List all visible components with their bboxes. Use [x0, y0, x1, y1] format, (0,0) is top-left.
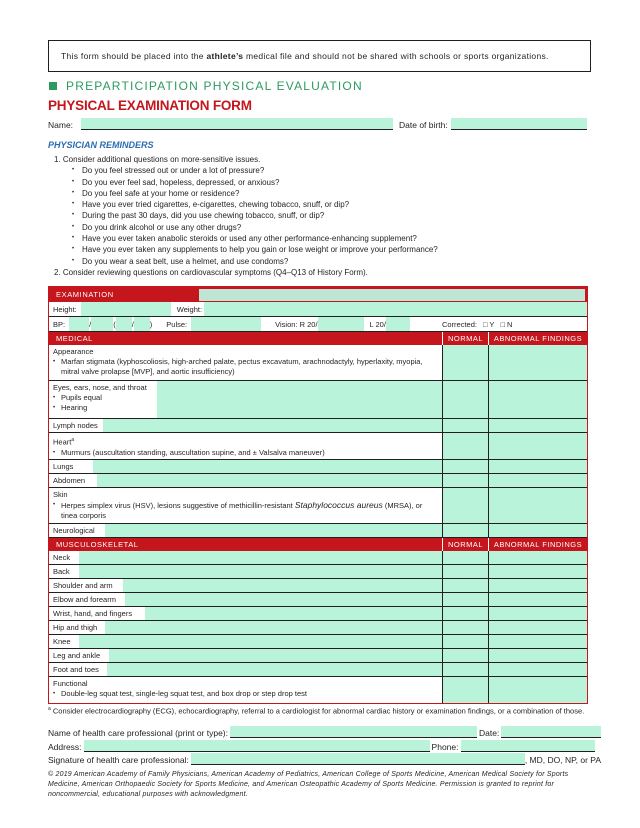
date-field[interactable]: [501, 726, 601, 738]
footnote: $^a$ Consider electrocardiography (ECG), echocardiography, referral to a cardiologist for abnormal cardiac history or examination findings, or a combination of those.: [48, 706, 585, 716]
section-label: PREPARTICIPATION PHYSICAL EVALUATION: [49, 79, 363, 93]
normal-cell[interactable]: [442, 649, 488, 662]
normal-cell[interactable]: [442, 419, 488, 432]
normal-cell[interactable]: [442, 607, 488, 620]
table-row: Wrist, hand, and fingers: [49, 607, 587, 621]
table-row: Eyes, ears, nose, and throat • Pupils equal • Hearing: [49, 381, 587, 419]
address-row: Address: Phone:: [48, 740, 595, 752]
bp-diastolic-field[interactable]: [91, 317, 113, 331]
reminder-2: 2. Consider reviewing questions on cardiovascular symptoms (Q4–Q13 of History Form).: [54, 267, 368, 277]
name-row: Name:: [48, 118, 393, 130]
abnormal-cell[interactable]: [488, 433, 587, 459]
abnormal-cell[interactable]: [488, 579, 587, 592]
dob-field[interactable]: [451, 118, 587, 130]
vitals-row: BP: / ( / ) Pulse: Vision: R 20/ L 20/ Corrected: □ Y □ N: [49, 317, 587, 332]
abnormal-cell[interactable]: [488, 488, 587, 523]
table-row: Elbow and forearm: [49, 593, 587, 607]
list-item: • Do you feel stressed out or under a lot of pressure?: [54, 165, 438, 176]
table-row: Foot and toes: [49, 663, 587, 677]
abnormal-cell[interactable]: [488, 419, 587, 432]
normal-cell[interactable]: [442, 635, 488, 648]
list-item: • During the past 30 days, did you use chewing tobacco, snuff, or dip?: [54, 210, 438, 221]
abnormal-cell[interactable]: [488, 551, 587, 564]
vision-right-field[interactable]: [318, 317, 364, 331]
dob-row: Date of birth:: [399, 118, 587, 130]
bp-repeat-systolic-field[interactable]: [116, 317, 132, 331]
musculoskeletal-header: MUSCULOSKELETAL NORMAL ABNORMAL FINDINGS: [49, 538, 587, 551]
height-weight-row: Height: Weight:: [49, 302, 587, 317]
table-row: Neurological: [49, 524, 587, 538]
normal-cell[interactable]: [442, 579, 488, 592]
list-item: • Do you feel safe at your home or residence?: [54, 188, 438, 199]
reminder-1: 1. Consider additional questions on more-sensitive issues.: [54, 155, 261, 164]
normal-cell[interactable]: [442, 677, 488, 703]
abnormal-cell[interactable]: [488, 474, 587, 487]
abnormal-cell[interactable]: [488, 621, 587, 634]
normal-cell[interactable]: [442, 593, 488, 606]
abnormal-cell[interactable]: [488, 460, 587, 473]
name-field[interactable]: [81, 118, 393, 130]
table-row: Appearance • Marfan stigmata (kyphoscoliosis, high-arched palate, pectus excavatum, arachnodactyly, hyperlaxity, myopia, mitral valve prolapse [MVP], and aortic insufficiency): [49, 345, 587, 381]
reminders-title: PHYSICIAN REMINDERS: [48, 140, 154, 150]
table-row: Lungs: [49, 460, 587, 474]
abnormal-cell[interactable]: [488, 677, 587, 703]
list-item: • Do you drink alcohol or use any other drugs?: [54, 222, 438, 233]
medical-header: MEDICAL NORMAL ABNORMAL FINDINGS: [49, 332, 587, 345]
abnormal-cell[interactable]: [488, 663, 587, 676]
signature-field[interactable]: [191, 753, 525, 765]
table-row: Hip and thigh: [49, 621, 587, 635]
table-row: Knee: [49, 635, 587, 649]
square-icon: [49, 82, 57, 90]
table-row: Shoulder and arm: [49, 579, 587, 593]
bp-systolic-field[interactable]: [69, 317, 89, 331]
height-field[interactable]: [81, 302, 171, 316]
table-row: Neck: [49, 551, 587, 565]
list-item: • Do you ever feel sad, hopeless, depressed, or anxious?: [54, 177, 438, 188]
hcp-name-row: Name of health care professional (print or type): Date:: [48, 726, 601, 738]
table-row: Lymph nodes: [49, 419, 587, 433]
signature-row: Signature of health care professional: , MD, DO, NP, or PA: [48, 755, 602, 765]
notice-text: This form should be placed into the athlete’s medical file and should not be shared with schools or sports organizations.: [61, 51, 549, 61]
address-field[interactable]: [84, 740, 430, 752]
table-row: Back: [49, 565, 587, 579]
abnormal-cell[interactable]: [488, 524, 587, 537]
normal-cell[interactable]: [442, 565, 488, 578]
hcp-name-field[interactable]: [230, 726, 477, 738]
table-row: Leg and ankle: [49, 649, 587, 663]
normal-cell[interactable]: [442, 474, 488, 487]
table-row: Functional • Double-leg squat test, single-leg squat test, and box drop or step drop test: [49, 677, 587, 703]
abnormal-cell[interactable]: [488, 635, 587, 648]
weight-field[interactable]: [204, 302, 587, 316]
normal-cell[interactable]: [442, 663, 488, 676]
corrected-yes-checkbox[interactable]: □ Y: [482, 319, 495, 329]
abnormal-cell[interactable]: [488, 381, 587, 418]
vision-left-field[interactable]: [386, 317, 410, 331]
bp-repeat-diastolic-field[interactable]: [134, 317, 150, 331]
abnormal-cell[interactable]: [488, 649, 587, 662]
phone-field[interactable]: [461, 740, 595, 752]
table-row: Heart$^a$ • Murmurs (auscultation standing, auscultation supine, and ± Valsalva maneuver): [49, 433, 587, 460]
copyright: © 2019 American Academy of Family Physicians, American Academy of Pediatrics, American College of Sports Medicine, American Medical Society for Sports Medicine, American Orthopaedic Society for Sports Medicine, and American Osteopathic Academy of Sports Medicine. Permission is granted to reprint for noncommercial, educational purposes with acknowledgment.: [48, 771, 569, 798]
page-title: PHYSICAL EXAMINATION FORM: [48, 98, 252, 113]
list-item: • Do you wear a seat belt, use a helmet, and use condoms?: [54, 256, 438, 267]
abnormal-cell[interactable]: [488, 593, 587, 606]
abnormal-cell[interactable]: [488, 607, 587, 620]
normal-cell[interactable]: [442, 524, 488, 537]
normal-cell[interactable]: [442, 345, 488, 380]
table-row: Skin • Herpes simplex virus (HSV), lesions suggestive of methicillin-resistant Staphylococcus aureus (MRSA), or tinea corporis: [49, 488, 587, 524]
pulse-field[interactable]: [191, 317, 261, 331]
normal-cell[interactable]: [442, 460, 488, 473]
table-row: Abdomen: [49, 474, 587, 488]
normal-cell[interactable]: [442, 551, 488, 564]
reminders-list: [54, 154, 438, 278]
abnormal-cell[interactable]: [488, 345, 587, 380]
normal-cell[interactable]: [442, 433, 488, 459]
normal-cell[interactable]: [442, 381, 488, 418]
examination-header: EXAMINATION: [49, 287, 587, 302]
list-item: • Have you ever tried cigarettes, e-cigarettes, chewing tobacco, snuff, or dip?: [54, 199, 438, 210]
normal-cell[interactable]: [442, 488, 488, 523]
abnormal-cell[interactable]: [488, 565, 587, 578]
examination-table: [48, 286, 588, 704]
list-item: • Have you ever taken any supplements to help you gain or lose weight or improve your performance?: [54, 244, 438, 255]
list-item: • Have you ever taken anabolic steroids or used any other performance-enhancing supplement?: [54, 233, 438, 244]
corrected-no-checkbox[interactable]: □ N: [500, 319, 513, 329]
notice-box: [48, 40, 591, 72]
normal-cell[interactable]: [442, 621, 488, 634]
